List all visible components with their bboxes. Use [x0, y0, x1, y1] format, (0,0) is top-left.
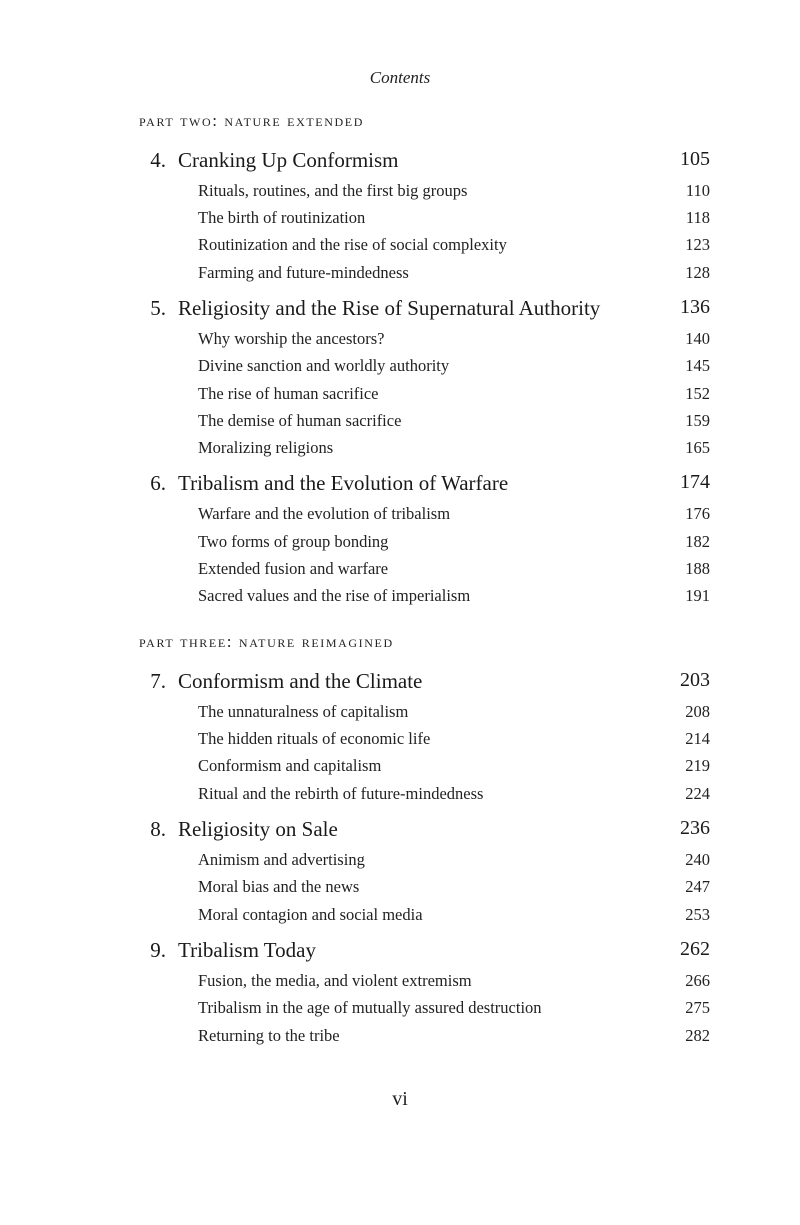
section-page-number: 282 — [685, 1026, 710, 1045]
section-title: Extended fusion and warfare — [198, 559, 389, 578]
page-number: vi — [392, 1088, 408, 1110]
toc-section-entry[interactable] — [0, 971, 800, 993]
toc-section-entry[interactable] — [0, 384, 800, 406]
toc-section-entry[interactable] — [0, 702, 800, 724]
section-page-number: 128 — [685, 263, 710, 282]
section-page-number: 191 — [685, 586, 710, 605]
section-title: Rituals, routines, and the first big groups — [198, 181, 468, 200]
toc-section-entry[interactable] — [0, 438, 800, 460]
chapter-page-number: 262 — [680, 938, 710, 960]
toc-section-entry[interactable] — [0, 532, 800, 554]
toc-chapter-entry[interactable] — [0, 669, 800, 699]
toc-section-entry[interactable] — [0, 263, 800, 285]
toc-section-entry[interactable] — [0, 756, 800, 778]
section-title: Fusion, the media, and violent extremism — [198, 971, 472, 990]
toc-chapter-entry[interactable] — [0, 471, 800, 501]
section-page-number: 240 — [685, 850, 710, 869]
toc-section-entry[interactable] — [0, 181, 800, 203]
section-title: The birth of routinization — [198, 208, 366, 227]
chapter-title: Tribalism Today — [178, 938, 316, 962]
section-title: The demise of human sacrifice — [198, 411, 402, 430]
toc-chapter-entry[interactable] — [0, 817, 800, 847]
section-page-number: 275 — [685, 998, 710, 1017]
section-page-number: 110 — [685, 181, 710, 200]
section-page-number: 165 — [685, 438, 710, 457]
section-title: Divine sanction and worldly authority — [198, 356, 450, 375]
section-title: Conformism and capitalism — [198, 756, 382, 775]
chapter-number: 4. — [150, 148, 166, 172]
chapter-number: 6. — [150, 471, 166, 495]
toc-section-entry[interactable] — [0, 235, 800, 257]
toc-section-entry[interactable] — [0, 411, 800, 433]
section-page-number: 118 — [685, 208, 710, 227]
part-heading: part two: nature extended — [139, 111, 364, 130]
section-page-number: 224 — [685, 784, 710, 803]
section-title: Moralizing religions — [198, 438, 334, 457]
section-page-number: 219 — [685, 756, 710, 775]
toc-chapter-entry[interactable] — [0, 938, 800, 968]
section-title: The unnaturalness of capitalism — [198, 702, 409, 721]
section-page-number: 123 — [685, 235, 710, 254]
section-page-number: 247 — [685, 877, 710, 896]
section-title: The rise of human sacrifice — [198, 384, 379, 403]
chapter-title: Religiosity and the Rise of Supernatural Authority — [178, 296, 601, 320]
toc-section-entry[interactable] — [0, 208, 800, 230]
section-page-number: 214 — [685, 729, 710, 748]
section-page-number: 176 — [685, 504, 710, 523]
toc-section-entry[interactable] — [0, 329, 800, 351]
section-title: Two forms of group bonding — [198, 532, 389, 551]
toc-section-entry[interactable] — [0, 998, 800, 1020]
toc-chapter-entry[interactable] — [0, 296, 800, 326]
toc-section-entry[interactable] — [0, 586, 800, 608]
section-title: Farming and future-mindedness — [198, 263, 409, 282]
toc-section-entry[interactable] — [0, 1026, 800, 1048]
toc-chapter-entry[interactable] — [0, 148, 800, 178]
section-page-number: 266 — [685, 971, 710, 990]
chapter-page-number: 236 — [680, 817, 710, 839]
section-page-number: 182 — [685, 532, 710, 551]
chapter-title: Religiosity on Sale — [178, 817, 338, 841]
section-title: Returning to the tribe — [198, 1026, 340, 1045]
chapter-page-number: 203 — [680, 669, 710, 691]
section-page-number: 145 — [685, 356, 710, 375]
section-title: Animism and advertising — [198, 850, 365, 869]
section-title: Why worship the ancestors? — [198, 329, 385, 348]
chapter-title: Cranking Up Conformism — [178, 148, 399, 172]
section-page-number: 188 — [685, 559, 710, 578]
section-title: Tribalism in the age of mutually assured destruction — [198, 998, 542, 1017]
section-page-number: 253 — [685, 905, 710, 924]
section-page-number: 152 — [685, 384, 710, 403]
section-title: Routinization and the rise of social complexity — [198, 235, 507, 254]
section-title: Moral bias and the news — [198, 877, 360, 896]
chapter-title: Tribalism and the Evolution of Warfare — [178, 471, 509, 495]
section-page-number: 208 — [685, 702, 710, 721]
toc-section-entry[interactable] — [0, 905, 800, 927]
chapter-title: Conformism and the Climate — [178, 669, 423, 693]
chapter-number: 5. — [150, 296, 166, 320]
section-title: Sacred values and the rise of imperialism — [198, 586, 471, 605]
toc-section-entry[interactable] — [0, 850, 800, 872]
toc-section-entry[interactable] — [0, 356, 800, 378]
toc-section-entry[interactable] — [0, 784, 800, 806]
chapter-number: 9. — [150, 938, 166, 962]
chapter-number: 7. — [150, 669, 166, 693]
running-header: Contents — [369, 68, 431, 87]
toc-section-entry[interactable] — [0, 729, 800, 751]
section-page-number: 140 — [685, 329, 710, 348]
section-title: The hidden rituals of economic life — [198, 729, 431, 748]
section-title: Warfare and the evolution of tribalism — [198, 504, 451, 523]
chapter-page-number: 105 — [680, 148, 710, 170]
chapter-page-number: 136 — [680, 296, 710, 318]
section-title: Ritual and the rebirth of future-mindedness — [198, 784, 484, 803]
chapter-page-number: 174 — [680, 471, 710, 493]
section-page-number: 159 — [685, 411, 710, 430]
toc-section-entry[interactable] — [0, 877, 800, 899]
chapter-number: 8. — [150, 817, 166, 841]
toc-section-entry[interactable] — [0, 559, 800, 581]
toc-section-entry[interactable] — [0, 504, 800, 526]
part-heading: part three: nature reimagined — [139, 632, 394, 651]
section-title: Moral contagion and social media — [198, 905, 423, 924]
